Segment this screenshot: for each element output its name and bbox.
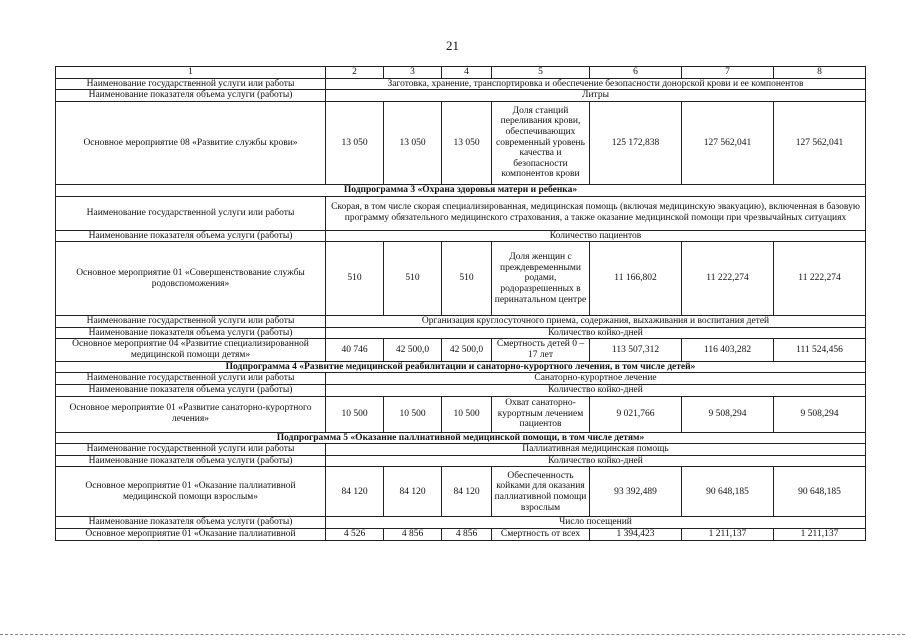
value-cell: 1 394,423 bbox=[590, 529, 682, 541]
indicator-label: Наименование показателя объема услуги (работы) bbox=[56, 384, 326, 396]
service-label: Наименование государственной услуги или работы bbox=[56, 373, 326, 385]
value-cell: 90 648,185 bbox=[682, 467, 774, 517]
service-name: Скорая, в том числе скорая специализированная, медицинская помощь (включая медицинскую эвакуацию), включенная в базовую программу обязательного медицинского страхования, а также оказание медицинской помощи при чрезвычайных ситуациях bbox=[326, 196, 866, 230]
services-table bbox=[55, 66, 866, 541]
value-cell: 127 562,041 bbox=[774, 101, 866, 184]
value-cell: 4 856 bbox=[384, 529, 442, 541]
value-cell: 10 500 bbox=[326, 396, 384, 432]
value-cell: 11 222,274 bbox=[682, 242, 774, 316]
value-cell: 1 211,137 bbox=[682, 529, 774, 541]
table-row bbox=[56, 529, 866, 541]
value-cell: 11 222,274 bbox=[774, 242, 866, 316]
indicator-name: Доля станций переливания крови, обеспечивающих современный уровень качества и безопасности компонентов крови bbox=[492, 101, 590, 184]
table-row bbox=[56, 184, 866, 196]
unit-name: Число посещений bbox=[326, 517, 866, 529]
unit-name: Количество койко-дней bbox=[326, 327, 866, 339]
value-cell: 4 526 bbox=[326, 529, 384, 541]
table-row bbox=[56, 396, 866, 432]
event-name: Основное мероприятие 04 «Развитие специализированной медицинской помощи детям» bbox=[56, 339, 326, 361]
table-row bbox=[56, 230, 866, 242]
col-num: 5 bbox=[492, 67, 590, 79]
value-cell: 111 524,456 bbox=[774, 339, 866, 361]
subprogram-title: Подпрограмма 4 «Развитие медицинской реабилитации и санаторно-курортного лечения, в том числе детей» bbox=[56, 361, 866, 373]
table-row bbox=[56, 339, 866, 361]
table-row bbox=[56, 101, 866, 184]
value-cell: 510 bbox=[442, 242, 492, 316]
page-number: 21 bbox=[446, 38, 459, 53]
table-row bbox=[56, 361, 866, 373]
value-cell: 9 508,294 bbox=[682, 396, 774, 432]
service-name: Санаторно-курортное лечение bbox=[326, 373, 866, 385]
table-row bbox=[56, 316, 866, 328]
value-cell: 93 392,489 bbox=[590, 467, 682, 517]
event-name: Основное мероприятие 01 «Оказание паллиативной bbox=[56, 529, 326, 541]
col-num: 7 bbox=[682, 67, 774, 79]
value-cell: 125 172,838 bbox=[590, 101, 682, 184]
value-cell: 4 856 bbox=[442, 529, 492, 541]
table-row bbox=[56, 196, 866, 230]
column-number-row bbox=[56, 67, 866, 79]
subprogram-title: Подпрограмма 3 «Охрана здоровья матери и ребенка» bbox=[56, 184, 866, 196]
service-name: Организация круглосуточного приема, содержания, выхаживания и воспитания детей bbox=[326, 316, 866, 328]
event-name: Основное мероприятие 08 «Развитие службы крови» bbox=[56, 101, 326, 184]
value-cell: 13 050 bbox=[384, 101, 442, 184]
page-bottom-divider bbox=[0, 634, 905, 636]
service-label: Наименование государственной услуги или работы bbox=[56, 196, 326, 230]
table-row bbox=[56, 90, 866, 102]
value-cell: 9 508,294 bbox=[774, 396, 866, 432]
indicator-label: Наименование показателя объема услуги (работы) bbox=[56, 517, 326, 529]
service-name: Заготовка, хранение, транспортировка и обеспечение безопасности донорской крови и ее компонентов bbox=[326, 78, 866, 90]
indicator-label: Наименование показателя объема услуги (работы) bbox=[56, 455, 326, 467]
table-row bbox=[56, 444, 866, 456]
table-row bbox=[56, 373, 866, 385]
value-cell: 84 120 bbox=[326, 467, 384, 517]
value-cell: 1 211,137 bbox=[774, 529, 866, 541]
indicator-name: Смертность детей 0 – 17 лет bbox=[492, 339, 590, 361]
table-row bbox=[56, 455, 866, 467]
col-num: 6 bbox=[590, 67, 682, 79]
table-row bbox=[56, 327, 866, 339]
service-label: Наименование государственной услуги или работы bbox=[56, 316, 326, 328]
value-cell: 84 120 bbox=[442, 467, 492, 517]
col-num: 3 bbox=[384, 67, 442, 79]
indicator-name: Смертность от всех bbox=[492, 529, 590, 541]
value-cell: 42 500,0 bbox=[442, 339, 492, 361]
unit-name: Литры bbox=[326, 90, 866, 102]
table-row bbox=[56, 517, 866, 529]
service-label: Наименование государственной услуги или работы bbox=[56, 444, 326, 456]
value-cell: 510 bbox=[384, 242, 442, 316]
table-row bbox=[56, 384, 866, 396]
value-cell: 84 120 bbox=[384, 467, 442, 517]
value-cell: 90 648,185 bbox=[774, 467, 866, 517]
table-row bbox=[56, 467, 866, 517]
table-row bbox=[56, 78, 866, 90]
value-cell: 11 166,802 bbox=[590, 242, 682, 316]
value-cell: 510 bbox=[326, 242, 384, 316]
col-num: 1 bbox=[56, 67, 326, 79]
col-num: 2 bbox=[326, 67, 384, 79]
service-name: Паллиативная медицинская помощь bbox=[326, 444, 866, 456]
indicator-label: Наименование показателя объема услуги (работы) bbox=[56, 327, 326, 339]
indicator-name: Доля женщин с преждевременными родами, родоразрешенных в перинатальном центре bbox=[492, 242, 590, 316]
subprogram-title: Подпрограмма 5 «Оказание паллиативной медицинской помощи, в том числе детям» bbox=[56, 432, 866, 444]
value-cell: 13 050 bbox=[442, 101, 492, 184]
service-label: Наименование государственной услуги или работы bbox=[56, 78, 326, 90]
indicator-label: Наименование показателя объема услуги (работы) bbox=[56, 90, 326, 102]
value-cell: 40 746 bbox=[326, 339, 384, 361]
event-name: Основное мероприятие 01 «Развитие санаторно-курортного лечения» bbox=[56, 396, 326, 432]
event-name: Основное мероприятие 01 «Оказание паллиативной медицинской помощи взрослым» bbox=[56, 467, 326, 517]
value-cell: 127 562,041 bbox=[682, 101, 774, 184]
value-cell: 10 500 bbox=[442, 396, 492, 432]
value-cell: 116 403,282 bbox=[682, 339, 774, 361]
col-num: 4 bbox=[442, 67, 492, 79]
indicator-label: Наименование показателя объема услуги (работы) bbox=[56, 230, 326, 242]
unit-name: Количество койко-дней bbox=[326, 384, 866, 396]
table-row bbox=[56, 432, 866, 444]
indicator-name: Обеспеченность койками для оказания паллиативной помощи взрослым bbox=[492, 467, 590, 517]
value-cell: 9 021,766 bbox=[590, 396, 682, 432]
col-num: 8 bbox=[774, 67, 866, 79]
value-cell: 10 500 bbox=[384, 396, 442, 432]
event-name: Основное мероприятие 01 «Совершенствование службы родовспоможения» bbox=[56, 242, 326, 316]
unit-name: Количество пациентов bbox=[326, 230, 866, 242]
indicator-name: Охват санаторно-курортным лечением пациентов bbox=[492, 396, 590, 432]
table-row bbox=[56, 242, 866, 316]
value-cell: 13 050 bbox=[326, 101, 384, 184]
value-cell: 42 500,0 bbox=[384, 339, 442, 361]
unit-name: Количество койко-дней bbox=[326, 455, 866, 467]
value-cell: 113 507,312 bbox=[590, 339, 682, 361]
